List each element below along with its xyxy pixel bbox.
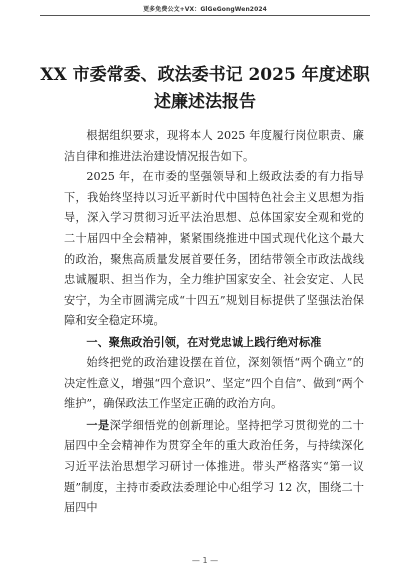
document-title-line-1: XX 市委常委、政法委书记 2025 年度述职 [40, 65, 370, 85]
document-body [64, 126, 364, 519]
section-heading-1: 一、聚焦政治引领，在对党忠诚上践行绝对标准 [86, 335, 322, 349]
intro-paragraph: 根据组织要求，现将本人 2025 年度履行岗位职责、廉洁自律和推进法治建设情况报告如下。 [64, 129, 364, 163]
paragraph-lead: 一是 [86, 417, 110, 432]
theory-study-paragraph [64, 415, 364, 519]
political-paragraph: 始终把党的政治建设摆在首位，深刻领悟“两个确立”的决定性意义，增强“四个意识”、坚定“四个自信”、做到“两个维护”，确保政法工作坚定正确的政治方向。 [64, 355, 364, 411]
page-header: 更多免费公文+VX：GlGeGongWen2024 [143, 6, 267, 13]
document-title-line-2: 述廉述法报告 [154, 92, 256, 112]
paragraph-rest: 深学细悟党的创新理论。坚持把学习贯彻党的二十届四中全会精神作为贯穿全年的重大政治任务，与持续深化习近平法治思想学习研讨一体推进。带头严格落实“第一议题”制度，主持市委政法委理论中心组学习 12 次，围绕二十届四中 [64, 418, 364, 515]
overview-paragraph: 2025 年，在市委的坚强领导和上级政法委的有力指导下，我始终坚持以习近平新时代中国特色社会主义思想为指导，深入学习贯彻习近平法治思想、总体国家安全观和党的二十届四中全会精神，紧紧围绕推进中国式现代化这个最大的政治，聚焦高质量发展首要任务，团结带领全市政法战线忠诚履职、担当作为，全力维护国家安全、社会安定、人民安宁，为全市圆满完成“十四五”规划目标提供了坚强法治保障和安全稳定环境。 [64, 170, 364, 328]
page-number: — 1 — [191, 556, 219, 565]
header-divider [40, 15, 370, 16]
document-title [40, 62, 370, 116]
